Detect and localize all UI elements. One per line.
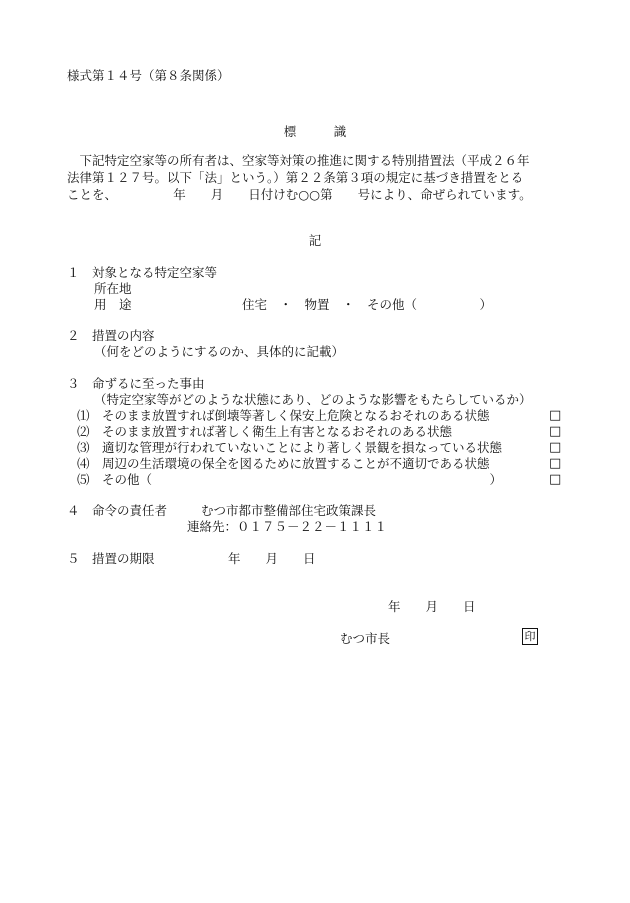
intro-line-1: 下記特定空家等の所有者は、空家等対策の推進に関する特別措置法（平成２６年 [67, 153, 530, 168]
intro-line-2: 法律第１２７号。以下「法」という。）第２２条第３項の規定に基づき措置をとる [67, 170, 524, 185]
reason-checkbox-4[interactable]: □ [549, 456, 562, 471]
reason-item-5 [77, 471, 502, 488]
reason-number: ⑴ [77, 408, 90, 423]
section3-heading: ３ 命ずるに至った事由 [67, 376, 205, 391]
reason-number: ⑶ [77, 440, 90, 455]
reason-checkbox-1[interactable]: □ [549, 408, 562, 423]
reason-item-1 [77, 407, 490, 424]
section1-heading: １ 対象となる特定空家等 [67, 265, 218, 280]
reason-item-2 [77, 423, 452, 440]
form-number: 様式第１４号（第８条関係） [67, 68, 230, 83]
section2-note: （何をどのようにするのか、具体的に記載） [94, 344, 345, 359]
reason-item-3 [77, 439, 502, 456]
responsible-person: むつ市都市整備部住宅政策課長 [201, 503, 377, 518]
reason-text: その他（ ） [102, 472, 503, 487]
issue-date: 年 月 日 [388, 599, 476, 614]
contact-phone: 連絡先：０１７５－２２－１１１１ [187, 519, 388, 534]
section4-heading: ４ 命令の責任者 [67, 503, 168, 518]
reason-number: ⑸ [77, 472, 90, 487]
document-title: 標 識 [283, 124, 347, 139]
reason-checkbox-2[interactable]: □ [549, 424, 562, 439]
reason-checkbox-3[interactable]: □ [549, 440, 562, 455]
seal-stamp: 印 [522, 628, 538, 645]
signer: むつ市長 [340, 631, 391, 646]
location-label: 所在地 [94, 281, 132, 296]
reason-text: 周辺の生活環境の保全を図るために放置することが不適切である状態 [102, 456, 490, 471]
section3-note: （特定空家等がどのような状態にあり、どのような影響をもたらしているか） [94, 392, 532, 407]
reason-text: そのまま放置すれば倒壊等著しく保安上危険となるおそれのある状態 [102, 408, 490, 423]
ki-heading: 記 [308, 233, 322, 248]
reason-item-4 [77, 455, 490, 472]
deadline-date: 年 月 日 [228, 551, 316, 566]
section2-heading: ２ 措置の内容 [67, 328, 155, 343]
reason-text: 適切な管理が行われていないことにより著しく景観を損なっている状態 [102, 440, 503, 455]
intro-line-3: ことを、 年 月 日付けむ○○第 号により、命ぜられています。 [67, 187, 532, 202]
use-label: 用 途 [94, 297, 132, 312]
use-options: 住宅 ・ 物置 ・ その他（ ） [242, 297, 493, 312]
reason-number: ⑷ [77, 456, 90, 471]
reason-checkbox-5[interactable]: □ [549, 472, 562, 487]
reason-number: ⑵ [77, 424, 90, 439]
reason-text: そのまま放置すれば著しく衛生上有害となるおそれのある状態 [102, 424, 453, 439]
section5-heading: ５ 措置の期限 [67, 551, 155, 566]
